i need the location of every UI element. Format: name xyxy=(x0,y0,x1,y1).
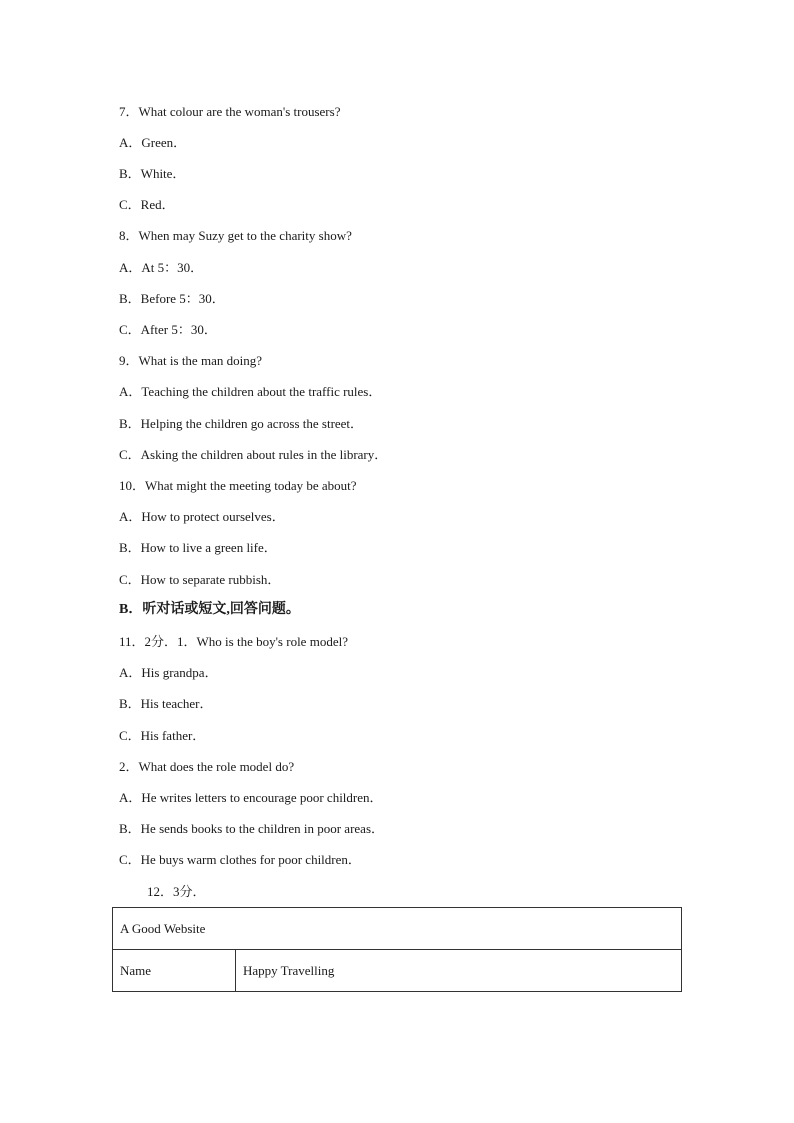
option-11-2c: C．He buys warm clothes for poor children． xyxy=(119,852,361,867)
table-row xyxy=(113,950,682,992)
table-value-cell: Happy Travelling xyxy=(236,950,682,992)
section-b-heading: B．听对话或短文,回答问题。 xyxy=(119,602,300,617)
question-10: 10．What might the meeting today be about? xyxy=(119,478,357,493)
option-10c: C．How to separate rubbish． xyxy=(119,572,281,587)
option-8a: A．At 5：30． xyxy=(119,260,204,275)
website-info-table xyxy=(112,907,682,992)
option-9b: B．Helping the children go across the street． xyxy=(119,416,364,431)
option-11-2a: A．He writes letters to encourage poor children． xyxy=(119,790,383,805)
table-title: A Good Website xyxy=(113,908,682,950)
option-7a: A．Green． xyxy=(119,135,187,150)
option-11-1a: A．His grandpa． xyxy=(119,665,218,680)
question-11-1: 11．2分．1．Who is the boy's role model? xyxy=(119,634,348,649)
option-7b: B．White． xyxy=(119,166,186,181)
option-8b: B．Before 5：30． xyxy=(119,291,225,306)
option-7c: C．Red． xyxy=(119,197,175,212)
option-9a: A．Teaching the children about the traffic rules． xyxy=(119,384,382,399)
option-11-1b: B．His teacher． xyxy=(119,696,213,711)
question-9: 9．What is the man doing? xyxy=(119,353,262,368)
option-10b: B．How to live a green life． xyxy=(119,540,277,555)
option-11-2b: B．He sends books to the children in poor areas． xyxy=(119,821,385,836)
option-10a: A．How to protect ourselves． xyxy=(119,509,285,524)
question-7: 7．What colour are the woman's trousers? xyxy=(119,104,341,119)
question-11-2: 2．What does the role model do? xyxy=(119,759,295,774)
question-12: 12．3分． xyxy=(147,884,206,899)
option-11-1c: C．His father． xyxy=(119,728,206,743)
table-title-row xyxy=(113,908,682,950)
question-8: 8．When may Suzy get to the charity show? xyxy=(119,228,352,243)
option-9c: C．Asking the children about rules in the library． xyxy=(119,447,388,462)
table-label-cell: Name xyxy=(113,950,236,992)
option-8c: C．After 5：30． xyxy=(119,322,217,337)
